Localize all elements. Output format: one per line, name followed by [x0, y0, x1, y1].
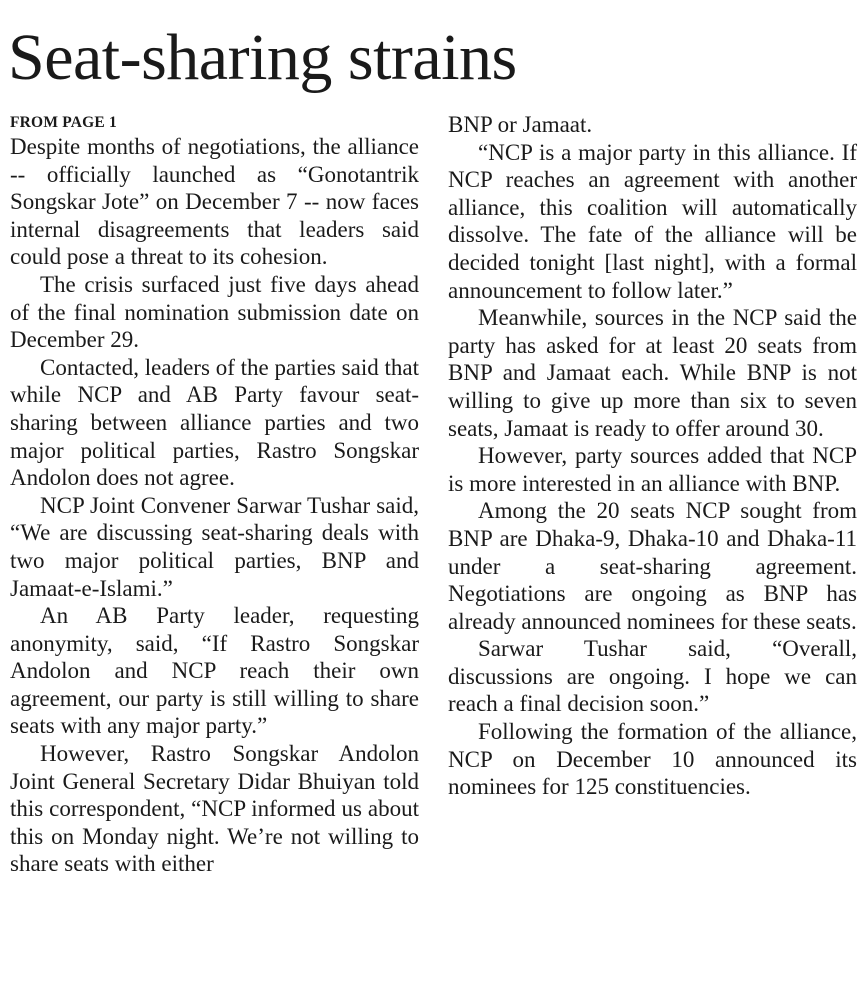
kicker-from-page: FROM PAGE 1	[10, 114, 117, 131]
paragraph: Following the formation of the alliance, NCP on December 10 announced its nominees for 125 constituencies.	[448, 719, 857, 800]
paragraph: “NCP is a major party in this alliance. If NCP reaches an agreement with another alliance, this coalition will automatically dissolve. The fate of the alliance will be decided tonight [last night], with a formal announcement to follow later.”	[448, 139, 857, 303]
paragraph: Contacted, leaders of the parties said that while NCP and AB Party favour seat-sharing between alliance parties and two major political parties, Rastro Songskar Andolon does not agree.	[10, 354, 419, 491]
article-column-right	[448, 111, 857, 801]
paragraph: Despite months of negotiations, the alliance -- officially launched as “Gonotantrik Songskar Jote” on December 7 -- now faces internal disagreements that leaders said could pose a threat to its cohesion.	[10, 134, 419, 270]
paragraph: However, party sources added that NCP is more interested in an alliance with BNP.	[448, 443, 857, 496]
article-column-left	[10, 110, 419, 878]
paragraph: An AB Party leader, requesting anonymity, said, “If Rastro Songskar Andolon and NCP reach their own agreement, our party is still willing to share seats with any major party.”	[10, 603, 419, 739]
paragraph: Meanwhile, sources in the NCP said the party has asked for at least 20 seats from BNP and Jamaat each. While BNP is not willing to give up more than six to seven seats, Jamaat is ready to offer around 30.	[448, 305, 857, 441]
paragraph: Among the 20 seats NCP sought from BNP are Dhaka-9, Dhaka-10 and Dhaka-11 under a seat-sharing agreement. Negotiations are ongoing as BNP has already announced nominees for these seats.	[448, 498, 857, 634]
paragraph: NCP Joint Convener Sarwar Tushar said, “We are discussing seat-sharing deals with two major political parties, BNP and Jamaat-e-Islami.”	[10, 492, 419, 601]
paragraph: The crisis surfaced just five days ahead of the final nomination submission date on December 29.	[10, 271, 419, 353]
paragraph: Sarwar Tushar said, “Overall, discussions are ongoing. I hope we can reach a final decision soon.”	[448, 636, 857, 717]
paragraph-continued: BNP or Jamaat.	[448, 112, 593, 137]
paragraph: However, Rastro Songskar Andolon Joint General Secretary Didar Bhuiyan told this correspondent, “NCP informed us about this on Monday night. We’re not willing to share seats with either	[10, 741, 419, 877]
headline: Seat-sharing strains	[8, 21, 517, 94]
